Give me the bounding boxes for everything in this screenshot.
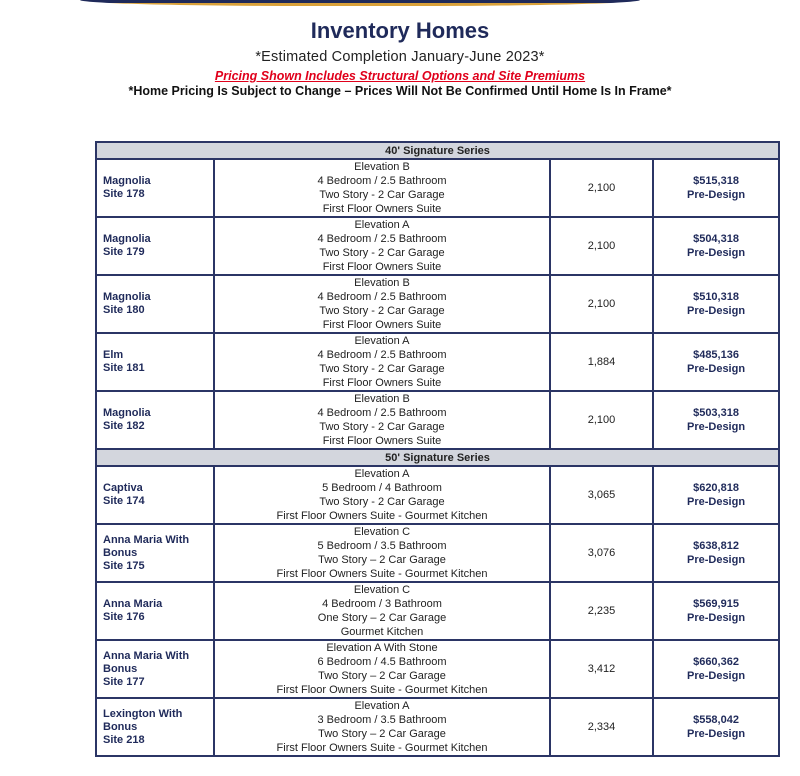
price-value: $515,318 <box>693 175 739 187</box>
table-row <box>96 582 779 640</box>
detail-line: Elevation A <box>354 700 410 712</box>
plan-line: Bonus <box>103 662 138 675</box>
home-details-cell <box>214 159 550 217</box>
home-details-cell <box>214 333 550 391</box>
table-row <box>96 524 779 582</box>
price-cell <box>653 391 779 449</box>
square-footage: 2,100 <box>550 217 653 275</box>
inventory-table <box>95 141 780 757</box>
price-cell <box>653 640 779 698</box>
table-row <box>96 159 779 217</box>
price-status: Pre-Design <box>686 612 746 624</box>
detail-line: Elevation B <box>354 393 410 405</box>
table-row <box>96 217 779 275</box>
detail-line: Two Story - 2 Car Garage <box>319 421 445 433</box>
price-value: $510,318 <box>693 291 739 303</box>
price-status: Pre-Design <box>686 554 746 566</box>
detail-line: 4 Bedroom / 2.5 Bathroom <box>317 233 447 245</box>
detail-line: Elevation A <box>354 335 410 347</box>
price-status: Pre-Design <box>686 189 746 201</box>
price-status: Pre-Design <box>686 496 746 508</box>
price-value: $569,915 <box>693 598 739 610</box>
square-footage: 2,100 <box>550 275 653 333</box>
detail-line: Elevation C <box>353 526 411 538</box>
square-footage: 2,235 <box>550 582 653 640</box>
detail-line: Elevation A With Stone <box>326 642 438 654</box>
price-value: $504,318 <box>693 233 739 245</box>
price-cell <box>653 466 779 524</box>
detail-line: 6 Bedroom / 4.5 Bathroom <box>317 656 447 668</box>
detail-line: 4 Bedroom / 2.5 Bathroom <box>317 175 447 187</box>
home-plan-cell <box>96 466 214 524</box>
price-status: Pre-Design <box>686 670 746 682</box>
plan-line: Magnolia <box>103 175 151 187</box>
price-value: $485,136 <box>693 349 739 361</box>
home-details-cell <box>214 582 550 640</box>
price-cell <box>653 333 779 391</box>
square-footage: 3,412 <box>550 640 653 698</box>
plan-line: Anna Maria <box>103 598 163 610</box>
square-footage: 2,100 <box>550 391 653 449</box>
detail-line: First Floor Owners Suite - Gourmet Kitchen <box>276 742 488 754</box>
plan-line: Lexington With <box>103 707 183 720</box>
price-value: $558,042 <box>693 714 739 726</box>
detail-line: First Floor Owners Suite <box>322 261 442 273</box>
detail-line: Two Story - 2 Car Garage <box>319 189 445 201</box>
home-details-cell <box>214 466 550 524</box>
detail-line: Two Story - 2 Car Garage <box>319 247 445 259</box>
plan-line: Magnolia <box>103 233 151 245</box>
plan-line: Site 218 <box>103 733 145 746</box>
detail-line: Two Story – 2 Car Garage <box>318 670 446 682</box>
home-plan-cell <box>96 698 214 756</box>
home-plan-cell <box>96 159 214 217</box>
detail-line: 4 Bedroom / 2.5 Bathroom <box>317 291 447 303</box>
table-row <box>96 391 779 449</box>
plan-line: Site 176 <box>103 611 145 623</box>
square-footage: 1,884 <box>550 333 653 391</box>
table-row <box>96 640 779 698</box>
detail-line: First Floor Owners Suite - Gourmet Kitchen <box>276 568 488 580</box>
plan-line: Site 178 <box>103 188 145 200</box>
detail-line: 5 Bedroom / 4 Bathroom <box>322 482 442 494</box>
detail-line: 4 Bedroom / 3 Bathroom <box>322 598 442 610</box>
price-cell <box>653 698 779 756</box>
price-cell <box>653 582 779 640</box>
plan-line: Site 180 <box>103 304 145 316</box>
home-plan-cell <box>96 275 214 333</box>
price-value: $503,318 <box>693 407 739 419</box>
plan-line: Bonus <box>103 720 138 733</box>
plan-line: Magnolia <box>103 291 151 303</box>
detail-line: First Floor Owners Suite <box>322 319 442 331</box>
plan-line: Site 179 <box>103 246 145 258</box>
home-details-cell <box>214 275 550 333</box>
detail-line: Two Story - 2 Car Garage <box>319 496 445 508</box>
series-header-row <box>96 142 779 159</box>
table-row <box>96 275 779 333</box>
plan-line: Bonus <box>103 546 138 559</box>
detail-line: 5 Bedroom / 3.5 Bathroom <box>317 540 447 552</box>
home-plan-cell <box>96 524 214 582</box>
home-plan-cell <box>96 333 214 391</box>
home-details-cell <box>214 640 550 698</box>
home-plan-cell <box>96 582 214 640</box>
detail-line: Two Story – 2 Car Garage <box>318 554 446 566</box>
home-details-cell <box>214 217 550 275</box>
price-status: Pre-Design <box>686 421 746 433</box>
detail-line: Elevation C <box>353 584 411 596</box>
home-details-cell <box>214 391 550 449</box>
completion-subtitle: *Estimated Completion January-June 2023* <box>255 49 545 65</box>
square-footage: 3,076 <box>550 524 653 582</box>
price-cell <box>653 524 779 582</box>
detail-line: Two Story – 2 Car Garage <box>318 728 446 740</box>
detail-line: Elevation A <box>354 219 410 231</box>
detail-line: 4 Bedroom / 2.5 Bathroom <box>317 407 447 419</box>
pricing-disclaimer: *Home Pricing Is Subject to Change – Prices Will Not Be Confirmed Until Home Is In Frame* <box>128 84 672 98</box>
table-row <box>96 698 779 756</box>
plan-line: Site 175 <box>103 559 145 572</box>
detail-line: Elevation B <box>354 277 410 289</box>
price-status: Pre-Design <box>686 728 746 740</box>
plan-line: Anna Maria With <box>103 649 190 662</box>
price-cell <box>653 159 779 217</box>
detail-line: 4 Bedroom / 2.5 Bathroom <box>317 349 447 361</box>
square-footage: 3,065 <box>550 466 653 524</box>
home-details-cell <box>214 698 550 756</box>
detail-line: Elevation A <box>354 468 410 480</box>
home-details-cell <box>214 524 550 582</box>
detail-line: One Story – 2 Car Garage <box>317 612 447 624</box>
detail-line: First Floor Owners Suite <box>322 435 442 447</box>
detail-line: 3 Bedroom / 3.5 Bathroom <box>317 714 447 726</box>
price-cell <box>653 275 779 333</box>
plan-line: Site 181 <box>103 362 145 374</box>
price-cell <box>653 217 779 275</box>
plan-line: Anna Maria With <box>103 533 190 546</box>
square-footage: 2,334 <box>550 698 653 756</box>
series-header-row <box>96 449 779 466</box>
detail-line: Elevation B <box>354 161 410 173</box>
plan-line: Site 177 <box>103 675 145 688</box>
series-title: 40' Signature Series <box>96 142 779 159</box>
detail-line: First Floor Owners Suite - Gourmet Kitchen <box>276 684 488 696</box>
square-footage: 2,100 <box>550 159 653 217</box>
home-plan-cell <box>96 640 214 698</box>
price-value: $638,812 <box>693 540 739 552</box>
inventory-table-body <box>96 142 779 756</box>
plan-line: Site 182 <box>103 420 145 432</box>
plan-line: Elm <box>103 349 124 361</box>
price-status: Pre-Design <box>686 247 746 259</box>
pricing-note: Pricing Shown Includes Structural Options and Site Premiums <box>214 69 586 83</box>
detail-line: First Floor Owners Suite - Gourmet Kitchen <box>276 510 488 522</box>
table-row <box>96 333 779 391</box>
home-plan-cell <box>96 217 214 275</box>
detail-line: Gourmet Kitchen <box>340 626 424 638</box>
price-status: Pre-Design <box>686 363 746 375</box>
pricing-note-wrap <box>0 67 800 85</box>
detail-line: First Floor Owners Suite <box>322 203 442 215</box>
table-row <box>96 466 779 524</box>
price-value: $620,818 <box>693 482 739 494</box>
plan-line: Magnolia <box>103 407 151 419</box>
detail-line: Two Story - 2 Car Garage <box>319 363 445 375</box>
detail-line: First Floor Owners Suite <box>322 377 442 389</box>
detail-line: Two Story - 2 Car Garage <box>319 305 445 317</box>
price-value: $660,362 <box>693 656 739 668</box>
header-decorative-bar <box>80 0 640 6</box>
page-title: Inventory Homes <box>310 18 490 43</box>
plan-line: Captiva <box>103 482 143 494</box>
series-title: 50' Signature Series <box>96 449 779 466</box>
home-plan-cell <box>96 391 214 449</box>
plan-line: Site 174 <box>103 495 145 507</box>
price-status: Pre-Design <box>686 305 746 317</box>
